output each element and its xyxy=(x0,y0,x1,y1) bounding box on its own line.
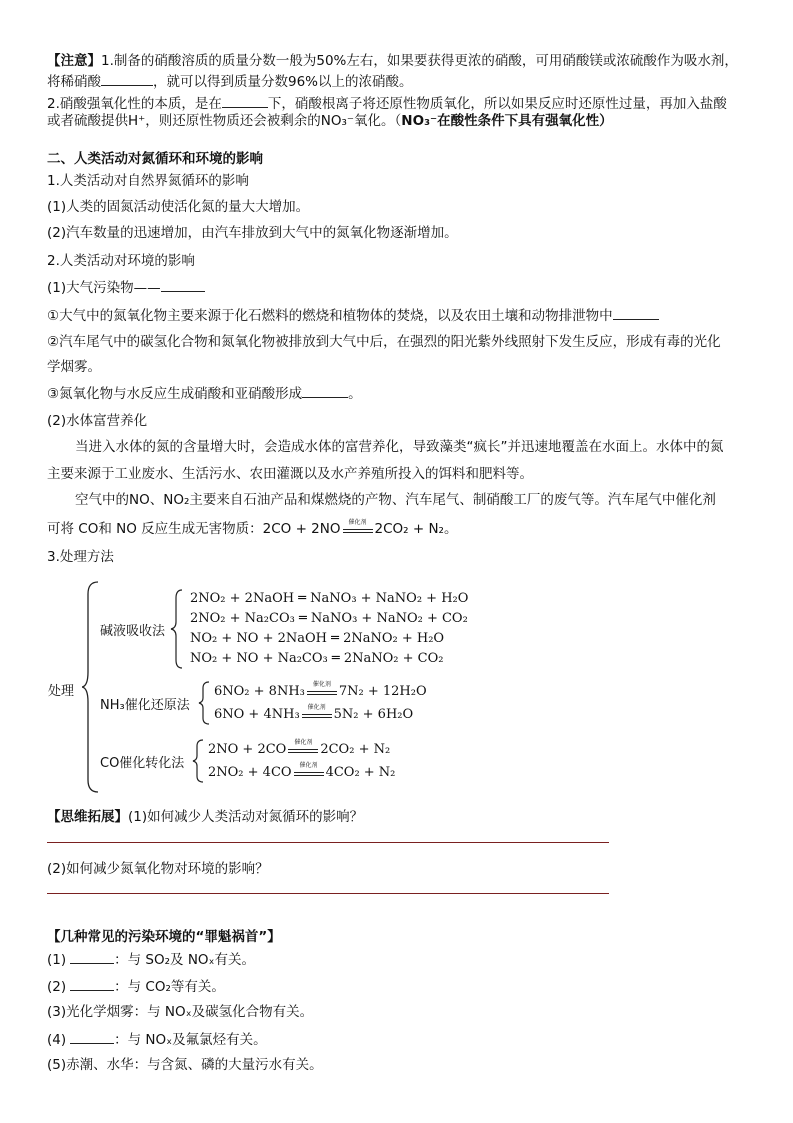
note-line-2 xyxy=(47,72,413,91)
co-cond-1: 催化剂 xyxy=(294,739,313,746)
item-1: (1)人类的固氮活动使活化氮的量大大增加。 xyxy=(47,199,310,215)
blank-5[interactable] xyxy=(302,384,348,398)
culprit-2-num: (2) xyxy=(47,979,67,995)
cause-2b: 学烟雾。 xyxy=(47,359,101,375)
culprit-1 xyxy=(47,950,255,969)
water-para-2: 主要来源于工业废水、生活污水、农田灌溉以及水产养殖所投入的饵料和肥料等。 xyxy=(47,466,533,482)
water-para-1: 当进入水体的氮的含量增大时，会造成水体的富营养化，导致藻类“疯长”并迅速地覆盖在水面上。水体中的氮 xyxy=(75,439,724,455)
culprit-5: (5)赤潮、水华：与含氮、磷的大量污水有关。 xyxy=(47,1057,323,1073)
co-eq-1-left: 2NO + 2CO xyxy=(208,742,287,757)
culprit-2 xyxy=(47,977,225,996)
nh3-eq-1-right: 7N₂ + 12H₂O xyxy=(338,684,427,699)
alkali-eq-3: NO₂ + NO + 2NaOH ═ 2NaNO₂ + H₂O xyxy=(190,631,445,646)
note-text-2: 将稀硝酸 xyxy=(47,74,101,90)
co-eq-2-left: 2NO₂ + 4CO xyxy=(208,765,292,780)
nh3-eq-2 xyxy=(214,706,413,724)
cause-3-text: ③氮氧化物与水反应生成硝酸和亚硝酸形成 xyxy=(47,386,303,402)
co-eq-2-right: 4CO₂ + N₂ xyxy=(325,765,396,780)
co-label: CO催化转化法 xyxy=(100,756,185,771)
culprit-4 xyxy=(47,1030,267,1049)
nh3-cond-2: 催化剂 xyxy=(307,704,326,711)
heading-3: 3.处理方法 xyxy=(47,549,114,565)
root-label: 处理 xyxy=(48,684,75,699)
co-arrow-2 xyxy=(294,764,324,776)
co-arrow-1 xyxy=(288,741,318,753)
catalyst-arrow xyxy=(343,521,373,533)
note-text-3: ，就可以得到质量分数96%以上的浓硝酸。 xyxy=(153,74,413,90)
co-eq-2 xyxy=(208,764,395,782)
culprit-1-num: (1) xyxy=(47,952,67,968)
nh3-cond-1: 催化剂 xyxy=(312,681,331,688)
blank-7[interactable] xyxy=(70,977,114,991)
note-line-1 xyxy=(47,52,738,70)
air-para-1: 空气中的NO、NO₂主要来自石油产品和煤燃烧的产物、汽车尾气、制硝酸工厂的废气等。汽车尾气中催化剂 xyxy=(75,492,716,508)
nh3-eq-2-left: 6NO + 4NH₃ xyxy=(214,707,300,722)
note-line-4 xyxy=(47,112,613,130)
nh3-brace xyxy=(198,680,212,726)
thinking-head: 【思维拓展】 xyxy=(47,809,128,825)
heading-2: 2.人类活动对环境的影响 xyxy=(47,253,195,269)
section-title: 二、人类活动对氮循环和环境的影响 xyxy=(47,151,263,167)
blank-6[interactable] xyxy=(70,950,114,964)
culprit-1-text: ：与 SO₂及 NOₓ有关。 xyxy=(114,952,256,968)
nh3-eq-1-left: 6NO₂ + 8NH₃ xyxy=(214,684,305,699)
note-line-3 xyxy=(47,94,727,113)
blank-2[interactable] xyxy=(222,94,268,108)
air-label: (1)大气污染物—— xyxy=(47,280,161,296)
culprit-3: (3)光化学烟雾：与 NOₓ及碳氢化合物有关。 xyxy=(47,1004,314,1020)
blank-1[interactable] xyxy=(101,72,153,86)
culprit-4-num: (4) xyxy=(47,1032,67,1048)
thinking-q1-text: (1)如何减少人类活动对氮循环的影响？ xyxy=(128,809,364,825)
alkali-eq-2: 2NO₂ + Na₂CO₃ ═ NaNO₃ + NaNO₂ + CO₂ xyxy=(190,611,468,626)
blank-3[interactable] xyxy=(161,278,205,292)
co-brace xyxy=(192,738,206,784)
air-para-2-text: 可将 CO和 NO 反应生成无害物质：2CO + 2NO xyxy=(47,521,341,537)
air-para-2-end: 2CO₂ + N₂。 xyxy=(374,521,458,537)
note-text-4: 2.硝酸强氧化性的本质，是在 xyxy=(47,96,222,112)
item-2: (2)汽车数量的迅速增加，由汽车排放到大气中的氮氧化物逐渐增加。 xyxy=(47,225,458,241)
blank-8[interactable] xyxy=(70,1030,114,1044)
alkali-brace xyxy=(170,588,186,670)
thinking-q1 xyxy=(47,808,363,826)
cause-1 xyxy=(47,306,659,325)
answer-line-2[interactable] xyxy=(47,893,609,894)
cause-2a: ②汽车尾气中的碳氢化合物和氮氧化物被排放到大气中后，在强烈的阳光紫外线照射下发生反应，形成有毒的光化 xyxy=(47,334,721,350)
cause-3 xyxy=(47,384,362,403)
nh3-arrow-1 xyxy=(307,683,337,695)
nh3-eq-2-right: 5N₂ + 6H₂O xyxy=(333,707,414,722)
air-para-2 xyxy=(47,520,457,538)
air-pollutant-line xyxy=(47,278,205,297)
note-text-5: 下，硝酸根离子将还原性物质氧化，所以如果反应时还原性过量，再加入盐酸 xyxy=(267,96,727,112)
note-text-6: 或者硫酸提供H⁺，则还原性物质还会被剩余的NO₃⁻氧化。（ xyxy=(47,113,402,129)
nh3-arrow-2 xyxy=(302,706,332,718)
cause-3-end: 。 xyxy=(348,386,362,402)
blank-4[interactable] xyxy=(613,306,659,320)
co-eq-1-right: 2CO₂ + N₂ xyxy=(320,742,391,757)
catalyst-label: 催化剂 xyxy=(348,519,367,526)
alkali-label: 碱液吸收法 xyxy=(100,624,166,639)
alkali-eq-1: 2NO₂ + 2NaOH ═ NaNO₃ + NaNO₂ + H₂O xyxy=(190,591,469,606)
note-text-7: NO₃⁻在酸性条件下具有强氧化性） xyxy=(401,113,613,129)
culprits-title: 【几种常见的污染环境的“罪魁祸首”】 xyxy=(47,929,281,945)
co-cond-2: 催化剂 xyxy=(299,762,318,769)
culprit-2-text: ：与 CO₂等有关。 xyxy=(114,979,225,995)
thinking-q2: (2)如何减少氮氧化物对环境的影响？ xyxy=(47,861,269,877)
note-head: 【注意】 xyxy=(47,53,101,69)
answer-line-1[interactable] xyxy=(47,842,609,843)
culprit-4-text: ：与 NOₓ及氟氯烃有关。 xyxy=(114,1032,267,1048)
alkali-eq-4: NO₂ + NO + Na₂CO₃ ═ 2NaNO₂ + CO₂ xyxy=(190,651,444,666)
cause-1-text: ①大气中的氮氧化物主要来源于化石燃料的燃烧和植物体的焚烧，以及农田土壤和动物排泄物中 xyxy=(47,308,613,324)
heading-1: 1.人类活动对自然界氮循环的影响 xyxy=(47,173,249,189)
nh3-label: NH₃催化还原法 xyxy=(100,698,190,713)
water-heading: (2)水体富营养化 xyxy=(47,413,148,429)
note-text-1: 1.制备的硝酸溶质的质量分数一般为50%左右，如果要获得更浓的硝酸，可用硝酸镁或浓硫酸作为吸水剂， xyxy=(101,53,738,69)
